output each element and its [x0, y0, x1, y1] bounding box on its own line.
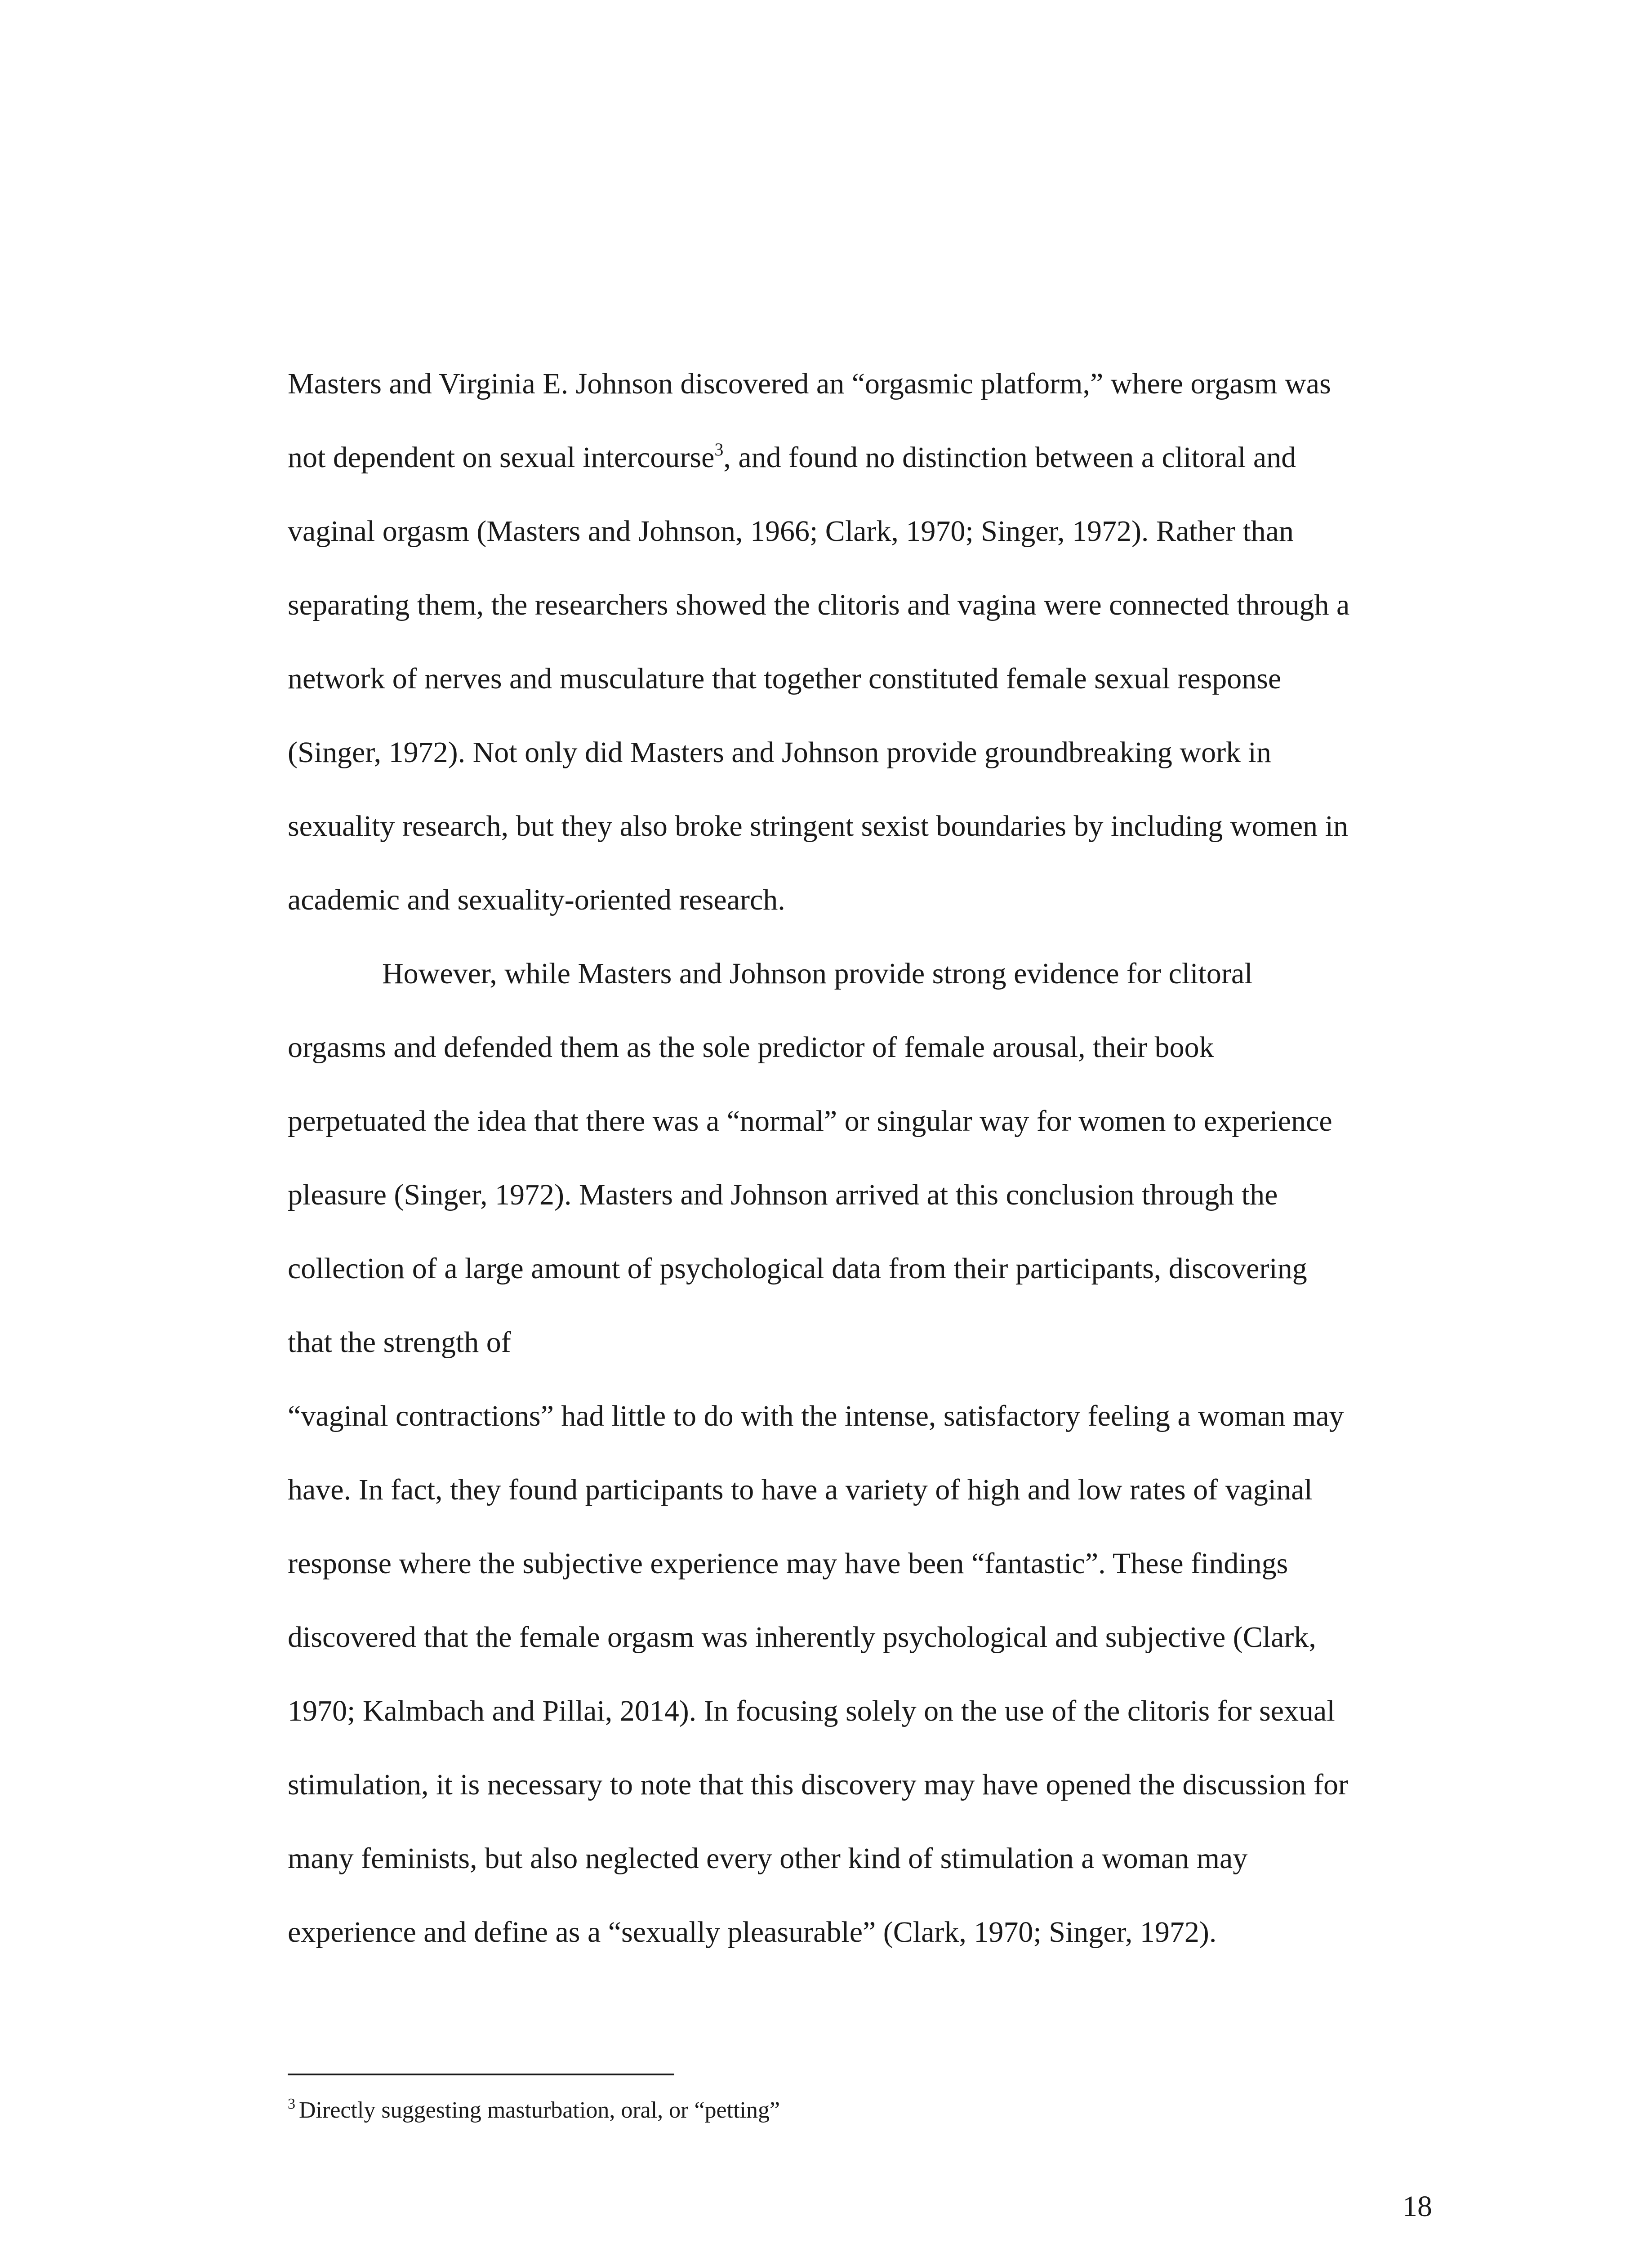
footnote-separator — [288, 2074, 674, 2075]
body-line-6: (Singer, 1972). Not only did Masters and Johnson provide groundbreaking work in — [288, 736, 1271, 769]
body-line-2-prefix: not dependent on sexual intercourse — [288, 441, 715, 474]
body-line-19: 1970; Kalmbach and Pillai, 2014). In focusing solely on the use of the clitoris for sexual — [288, 1695, 1335, 1727]
body-line-2 — [288, 440, 1296, 476]
body-line-20: stimulation, it is necessary to note that this discovery may have opened the discussion for — [288, 1768, 1349, 1801]
body-line-17: response where the subjective experience may have been “fantastic”. These findings — [288, 1547, 1288, 1580]
body-line-21: many feminists, but also neglected every other kind of stimulation a woman may — [288, 1842, 1248, 1875]
body-line-1: Masters and Virginia E. Johnson discovered an “orgasmic platform,” where orgasm was — [288, 367, 1331, 400]
body-line-2-rest: , and found no distinction between a clitoral and — [723, 441, 1296, 474]
body-line-16: have. In fact, they found participants to have a variety of high and low rates of vaginal — [288, 1473, 1313, 1506]
footnote-reference[interactable]: 3 — [714, 439, 724, 459]
body-line-14: that the strength of — [288, 1326, 511, 1359]
body-line-8: academic and sexuality-oriented research. — [288, 883, 785, 916]
body-line-9: However, while Masters and Johnson provide strong evidence for clitoral — [382, 957, 1253, 990]
body-line-11: perpetuated the idea that there was a “normal” or singular way for women to experience — [288, 1105, 1332, 1137]
body-line-4: separating them, the researchers showed the clitoris and vagina were connected through a — [288, 589, 1350, 621]
body-line-15: “vaginal contractions” had little to do with the intense, satisfactory feeling a woman may — [288, 1400, 1344, 1432]
body-line-18: discovered that the female orgasm was inherently psychological and subjective (Clark, — [288, 1621, 1316, 1654]
body-line-12: pleasure (Singer, 1972). Masters and Johnson arrived at this conclusion through the — [288, 1178, 1278, 1211]
footnote — [288, 2096, 780, 2125]
footnote-marker: 3 — [288, 2096, 295, 2112]
footnote-text: Directly suggesting masturbation, oral, or “petting” — [299, 2097, 780, 2123]
body-line-7: sexuality research, but they also broke stringent sexist boundaries by including women in — [288, 810, 1348, 843]
body-line-5: network of nerves and musculature that together constituted female sexual response — [288, 662, 1282, 695]
body-line-22: experience and define as a “sexually pleasurable” (Clark, 1970; Singer, 1972). — [288, 1916, 1217, 1949]
body-line-13: collection of a large amount of psychological data from their participants, discovering — [288, 1252, 1307, 1285]
body-line-10: orgasms and defended them as the sole predictor of female arousal, their book — [288, 1031, 1214, 1064]
page-number: 18 — [1403, 2190, 1432, 2223]
body-line-3: vaginal orgasm (Masters and Johnson, 1966; Clark, 1970; Singer, 1972). Rather than — [288, 515, 1294, 548]
